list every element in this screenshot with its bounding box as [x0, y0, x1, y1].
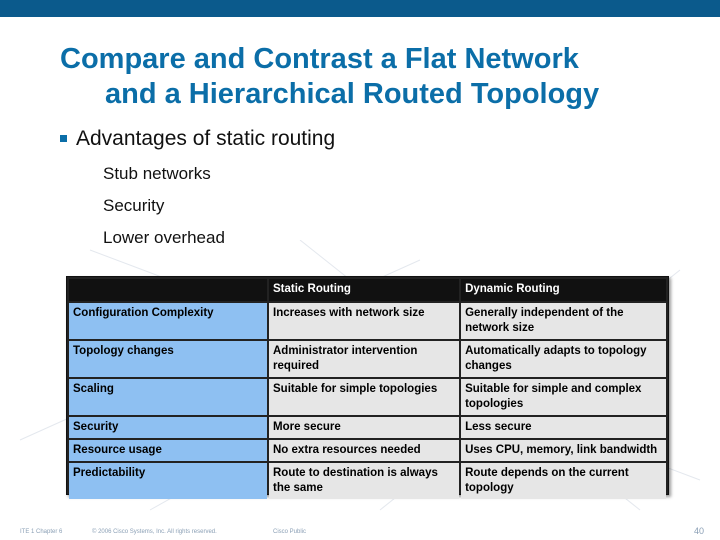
- table-row: [69, 303, 666, 339]
- bullet-point: [60, 127, 335, 151]
- table-row: [69, 379, 666, 415]
- row-label: Predictability: [69, 463, 267, 499]
- footer-chapter: ITE 1 Chapter 6: [20, 529, 63, 535]
- dynamic-cell: Generally independent of the network size: [461, 303, 666, 339]
- dynamic-cell: Route depends on the current topology: [461, 463, 666, 499]
- comparison-table: [66, 276, 669, 495]
- row-label: Configuration Complexity: [69, 303, 267, 339]
- static-cell: Administrator intervention required: [269, 341, 459, 377]
- dynamic-cell: Less secure: [461, 417, 666, 438]
- table-header-static: Static Routing: [269, 279, 459, 301]
- sub-bullet-list: [103, 164, 225, 260]
- table-row: [69, 463, 666, 499]
- top-bar: [0, 0, 720, 17]
- sub-item: Stub networks: [103, 164, 211, 183]
- slide-title: [60, 42, 700, 112]
- table-row: [69, 341, 666, 377]
- table-header-blank: [69, 279, 267, 301]
- static-cell: No extra resources needed: [269, 440, 459, 461]
- static-cell: Route to destination is always the same: [269, 463, 459, 499]
- bullet-square-icon: [60, 135, 67, 142]
- dynamic-cell: Uses CPU, memory, link bandwidth: [461, 440, 666, 461]
- row-label: Topology changes: [69, 341, 267, 377]
- page-number: 40: [693, 526, 704, 536]
- footer-classification: Cisco Public: [273, 529, 307, 535]
- static-cell: More secure: [269, 417, 459, 438]
- row-label: Resource usage: [69, 440, 267, 461]
- static-cell: Suitable for simple topologies: [269, 379, 459, 415]
- table-row: [69, 417, 666, 438]
- table-row: [69, 440, 666, 461]
- sub-item: Security: [103, 196, 165, 215]
- static-cell: Increases with network size: [269, 303, 459, 339]
- table-header-dynamic: Dynamic Routing: [461, 279, 666, 301]
- dynamic-cell: Suitable for simple and complex topologies: [461, 379, 666, 415]
- dynamic-cell: Automatically adapts to topology changes: [461, 341, 666, 377]
- row-label: Security: [69, 417, 267, 438]
- footer-copyright: © 2006 Cisco Systems, Inc. All rights reserved.: [92, 529, 217, 535]
- table-header-row: [69, 279, 666, 301]
- sub-item: Lower overhead: [103, 228, 225, 247]
- bullet-text: Advantages of static routing: [76, 127, 336, 150]
- title-line-1: Compare and Contrast a Flat Network: [60, 43, 579, 75]
- title-line-2: and a Hierarchical Routed Topology: [105, 78, 600, 110]
- row-label: Scaling: [69, 379, 267, 415]
